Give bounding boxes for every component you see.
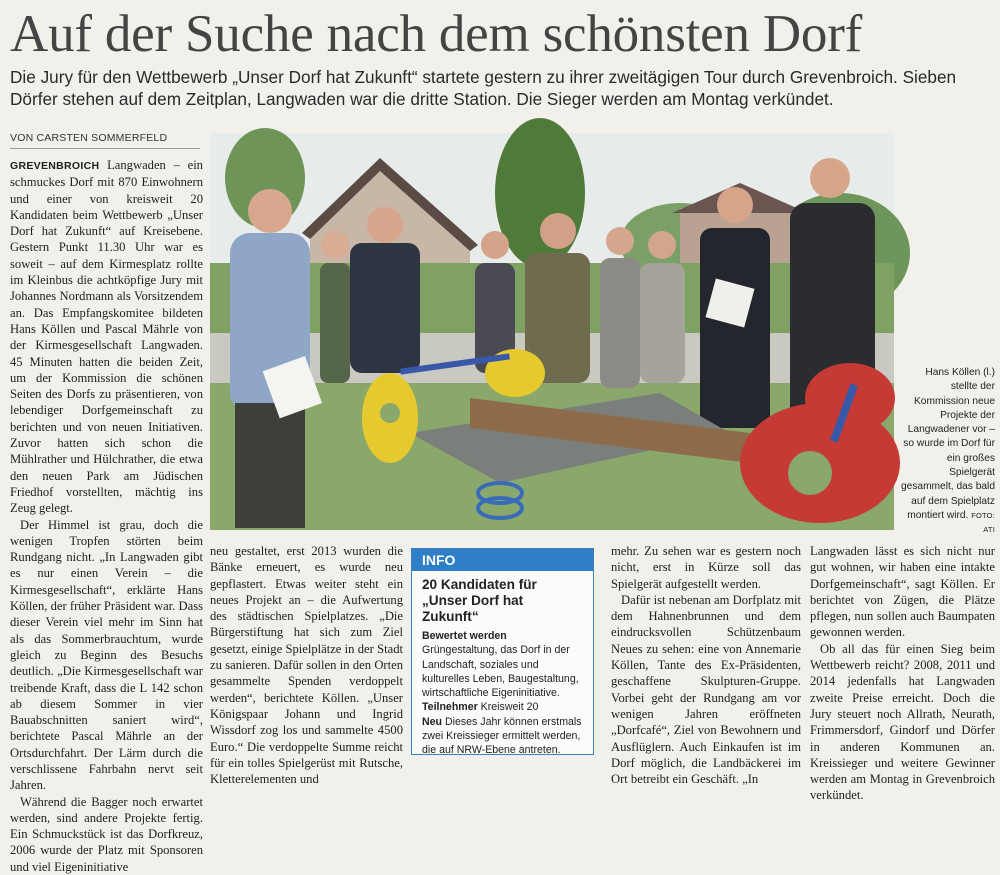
- author-byline: VON CARSTEN SOMMERFELD: [10, 132, 168, 144]
- info-label: INFO: [412, 549, 593, 571]
- info-term: Teilnehmer: [422, 701, 478, 714]
- info-term: Bewertet werden: [422, 630, 507, 642]
- info-term: Neu: [422, 715, 443, 728]
- paragraph: mehr. Zu sehen war es gestern noch nicht, erst in Kürze soll das Spielgerät aufgestellt werden.: [611, 544, 801, 591]
- info-body: [422, 629, 583, 758]
- article-column-2: [210, 543, 403, 787]
- info-box: [411, 548, 594, 755]
- info-item: Bewertet werden Grüngestaltung, das Dorf in der Landschaft, soziales und kulturelles Leben, Baugestaltung, wirtschaftliche Eigeninitiative.: [422, 630, 579, 700]
- paragraph: Der Himmel ist grau, doch die wenigen Tropfen störten beim Rundgang nicht. „In Langwaden gibt es nur einen Verein – die Kirmesgesellschaft“, erklärte Hans Köllen, der früher Präsident war. Dass dieser Verein viel mehr im Sinn hat als das Sommerbrauchtum, wurde gleich zu Beginn des Besuchs deutlich. „Die Kirmesgesellschaft war treibende Kraft, dass die L 142 schon ab diesem Sommer in vier Bauabschnitten saniert wird“, berichtete Pascal Mährle an der Ortsdurchfahrt. Der Lärm durch die verschlissene Fahrbahn nervt seit Jahren.: [10, 517, 203, 793]
- photo-caption: [899, 366, 995, 538]
- info-item: Neu Dieses Jahr können erstmals zwei Kreissieger ermittelt werden, die auf NRW-Ebene antreten.: [422, 715, 582, 757]
- info-item: Teilnehmer Kreisweit 20: [422, 701, 539, 714]
- article-headline: Auf der Suche nach dem schönsten Dorf: [10, 5, 863, 63]
- article-column-4: [810, 543, 995, 803]
- article-column-1: [10, 157, 203, 874]
- paragraph: Dafür ist nebenan am Dorfplatz mit dem Hahnenbrunnen und dem eindrucksvollen Schützenbaum Neues zu sehen: eine von Annemarie Köllen, Tante des Ex-Präsidenten, geschaffene Skulpturen-Gruppe. Vorbei geht der Rundgang am vor wenigen Jahren eröffneten „Dorfcafé“, Ziel von Bewohnern und Ausflüglern. Auch Einkaufen ist im Dorf möglich, die Landbäckerei im Ort betreibt ein Geschäft. „In: [611, 592, 801, 787]
- info-title: 20 Kandidaten für „Unser Dorf hat Zukunft“: [422, 577, 537, 624]
- article-column-3: [611, 543, 801, 787]
- photo-illustration: [210, 133, 894, 530]
- byline-rule: [10, 148, 200, 149]
- article-lead: Die Jury für den Wettbewerb „Unser Dorf hat Zukunft“ startete gestern zu ihrer zweitägigen Tour durch Grevenbroich. Sieben Dörfer stehen auf dem Zeitplan, Langwaden war die dritte Station. Die Sieger werden am Montag verkündet.: [10, 67, 957, 109]
- dateline: GREVENBROICH: [10, 160, 100, 172]
- caption-text: Hans Köllen (l.) stellte der Kommission neue Projekte der Langwadener vor – so wurde im Dorf für ein großes Spielgerät gesammelt, das bald auf dem Spielplatz montiert wird.: [900, 367, 995, 521]
- paragraph: GREVENBROICH Langwaden – ein schmuckes Dorf mit 870 Einwohnern und einer von kreisweit 20 Kandidaten beim Wettbewerb „Unser Dorf hat Zukunft“ auf Kreisebene. Gestern Punkt 11.30 Uhr war es soweit – auf dem Kirmesplatz rollte im Kleinbus die achtköpfige Jury mit Johannes Nordmann als Vorsitzendem an. Das Empfangskomitee bildeten Hans Köllen und Pascal Mährle von der Kirmesgesellschaft Langwaden. 45 Minuten hatten die beiden Zeit, um der Kommission die schönen Seiten des Dorfs zu präsentieren, von lebendiger Dorfgemeinschaft zu berichten und von neuen Initiativen. Zuvor hatten sich schon die Mühlrather und Hülchrather, die etwa den neuen Park am Jüdischen Friedhof vorstellten, mächtig ins Zeug gelegt.: [10, 158, 203, 516]
- article-photo: [210, 133, 894, 530]
- paragraph: Langwaden lässt es sich nicht nur gut wohnen, wir haben eine intakte Dorfgemeinschaft“, sagt Köllen. Er berichtet von Zügen, die Plätze pflegen, nun sollen auch Baumpaten gewonnen werden.: [810, 544, 995, 640]
- paragraph: Während die Bagger noch erwartet werden, sind andere Projekte fertig. Ein Schmuckstück ist das Dorfkreuz, 2006 wurde der Platz mit Sponsoren und viel Eigeninitiative: [10, 794, 203, 874]
- photo-credit: FOTO: ATI: [971, 510, 995, 535]
- paragraph: neu gestaltet, erst 2013 wurden die Bänke erneuert, es wurde neu gepflastert. Etwas weiter steht ein neues Projekt an – die Aufwertung des städtischen Spielplatzes. „Die Bürgerstiftung hat sich zum Ziel gesetzt, einige Spielplätze in der Stadt zu sanieren. Dafür sollen in den Orten gesammelte Spenden verdoppelt werden“, berichtete Köllen. „Unser Königspaar Johann und Ingrid Wissdorf zog los und sammelte 4500 Euro.“ Die verdoppelte Summe reicht für ein tolles Spielgerüst mit Rutsche, Kletterelementen und: [210, 544, 403, 787]
- paragraph: Ob all das für einen Sieg beim Wettbewerb reicht? 2008, 2011 und 2014 jedenfalls hat Langwaden zweite Preise erreicht. Doch die Jury steuert noch Allrath, Neurath, Frimmersdorf, Gindorf und Dörfer in anderen Kommunen an. Kreissieger und weitere Gewinner werden am Montag in Grevenbroich verkündet.: [810, 641, 995, 803]
